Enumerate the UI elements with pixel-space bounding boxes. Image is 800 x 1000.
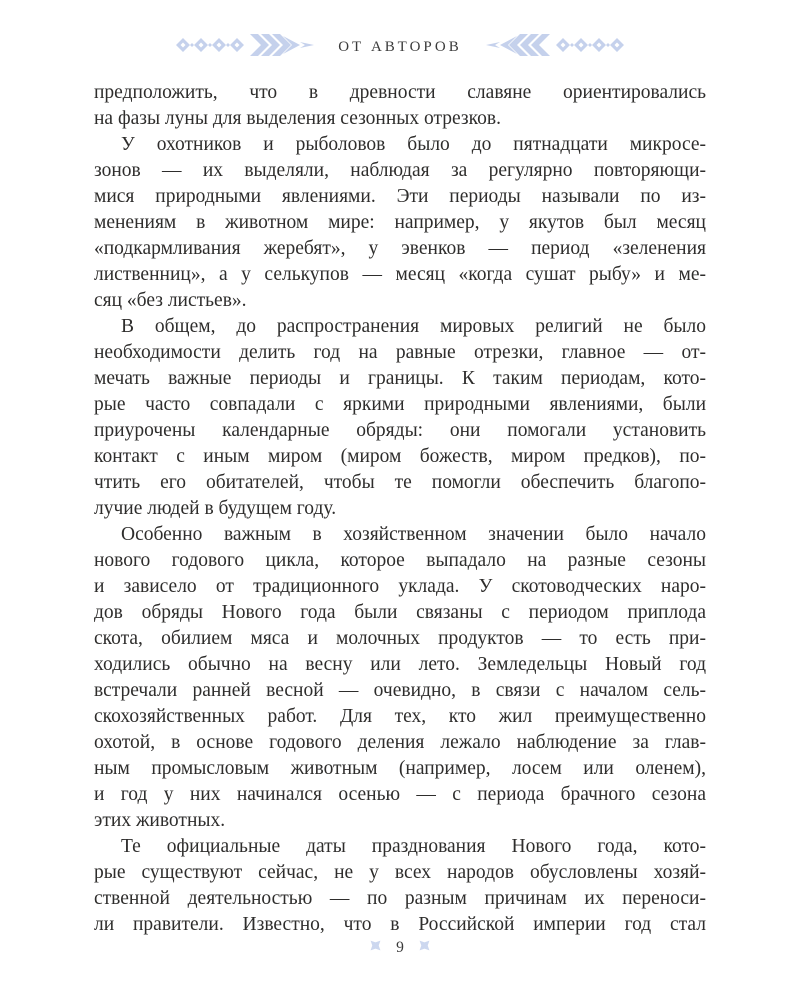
text-line: мечать важные периоды и границы. К таким периодам, кото- — [94, 368, 706, 389]
text-line: В общем, до распространения мировых религий не было — [121, 316, 706, 337]
text-line: приурочены календарные обряды: они помогали установить — [94, 420, 706, 441]
text-block — [94, 80, 706, 938]
text-line: встречали ранней весной — очевидно, в связи с началом сель- — [94, 680, 706, 701]
snowflake-ornament-icon — [417, 938, 432, 958]
text-line: сяц «без листьев». — [94, 290, 247, 311]
paragraph — [94, 132, 706, 314]
page-header — [0, 0, 800, 62]
snowflake-ornament-icon — [368, 938, 383, 958]
text-line: мися природными явлениями. Эти периоды называли по из- — [94, 186, 706, 207]
text-line: У охотников и рыболовов было до пятнадцати микросе- — [121, 134, 706, 155]
text-line: скохозяйственных работ. Для тех, кто жил преимущественно — [94, 706, 706, 727]
paragraph — [94, 834, 706, 938]
text-line: ным промысловым животным (например, лосем или оленем), — [94, 758, 706, 779]
paragraph — [94, 522, 706, 834]
text-line: дов обряды Нового года были связаны с периодом приплода — [94, 602, 706, 623]
text-line: и зависело от традиционного уклада. У скотоводческих наро- — [94, 576, 706, 597]
page-title: ОТ АВТОРОВ — [338, 38, 462, 55]
text-line: рые часто совпадали с яркими природными явлениями, были — [94, 394, 706, 415]
text-line: этих животных. — [94, 810, 226, 831]
diamonds-chevron-arrow-ornament-icon — [174, 30, 324, 65]
text-line: ли правители. Известно, что в Российской империи год стал — [94, 914, 706, 935]
page-number: 9 — [396, 939, 404, 956]
text-line: Те официальные даты празднования Нового года, кото- — [121, 836, 706, 857]
text-line: ходились обычно на весну или лето. Земледельцы Новый год — [94, 654, 706, 675]
text-line: контакт с иным миром (миром божеств, миром предков), по- — [94, 446, 706, 467]
paragraph — [94, 314, 706, 522]
text-line: охотой, в основе годового деления лежало наблюдение за глав- — [94, 732, 706, 753]
text-line: и год у них начинался осенью — с периода брачного сезона — [94, 784, 706, 805]
text-line: менениям в животном мире: например, у якутов был месяц — [94, 212, 706, 233]
text-line: зонов — их выделяли, наблюдая за регулярно повторяющи- — [94, 160, 706, 181]
text-line: нового годового цикла, которое выпадало на разные сезоны — [94, 550, 706, 571]
text-line: рые существуют сейчас, не у всех народов обусловлены хозяй- — [94, 862, 706, 883]
text-line: чтить его обитателей, чтобы те помогли обеспечить благопо- — [94, 472, 706, 493]
text-line: Особенно важным в хозяйственном значении было начало — [121, 524, 706, 545]
text-line: ственной деятельностью — по разным причинам их переноси- — [94, 888, 706, 909]
chevron-arrow-diamonds-ornament-icon — [476, 30, 626, 65]
text-line: необходимости делить год на равные отрезки, главное — от- — [94, 342, 706, 363]
text-line: лучие людей в будущем году. — [94, 498, 337, 519]
text-line: скота, обилием мяса и молочных продуктов — то есть при- — [94, 628, 706, 649]
text-line: «подкармливания жеребят», у эвенков — период «зеленения — [94, 238, 706, 259]
text-line: лиственниц», а у селькупов — месяц «когда сушат рыбу» и ме- — [94, 264, 706, 285]
text-line: предположить, что в древности славяне ориентировались — [94, 82, 706, 103]
page-footer — [0, 938, 800, 958]
text-line: на фазы луны для выделения сезонных отрезков. — [94, 108, 501, 129]
paragraph — [94, 80, 706, 132]
